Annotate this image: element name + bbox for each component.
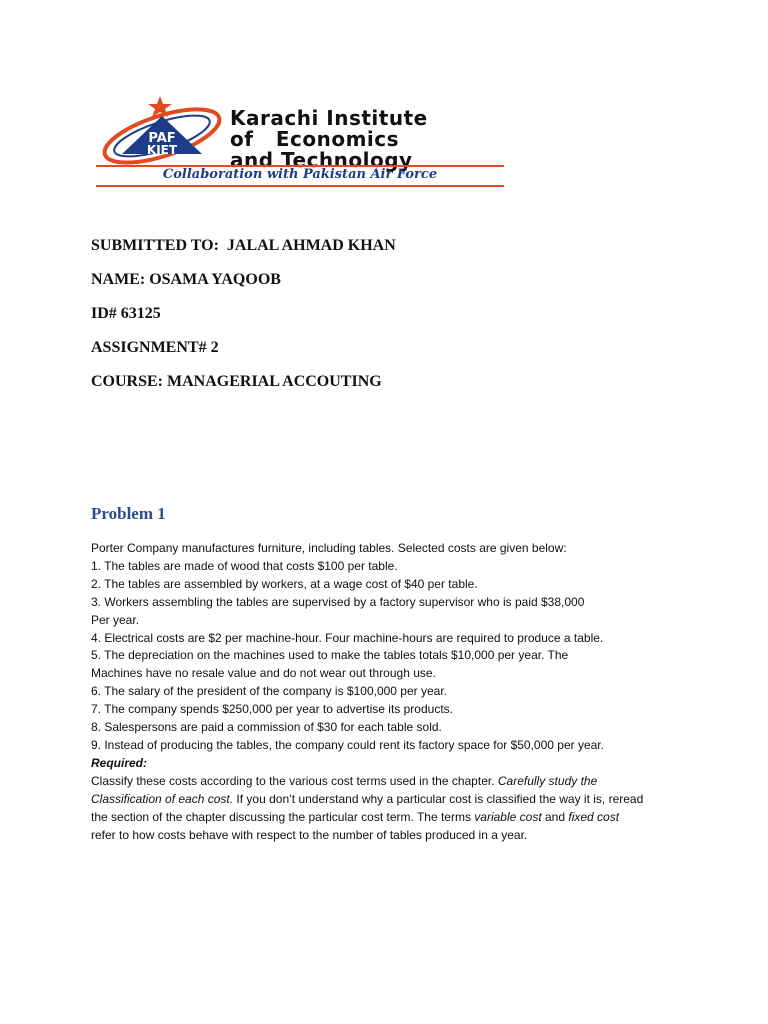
- assignment-number: ASSIGNMENT# 2: [91, 339, 219, 356]
- logo-wordmark: [230, 108, 520, 171]
- required-text-part: and: [541, 809, 569, 824]
- list-item: 7. The company spends $250,000 per year to advertise its products.: [91, 702, 453, 717]
- list-item: 6. The salary of the president of the company is $100,000 per year.: [91, 684, 447, 699]
- emblem-text-bottom: KIET: [146, 143, 178, 157]
- required-text-part: If you don’t understand why a particular cost is classified the way it is, reread: [233, 791, 644, 806]
- required-text-italic: variable cost: [474, 809, 542, 824]
- list-item: 4. Electrical costs are $2 per machine-hour. Four machine-hours are required to produce a table.: [91, 630, 604, 645]
- list-item: 1. The tables are made of wood that costs $100 per table.: [91, 558, 398, 573]
- required-text-italic: Carefully study the: [497, 773, 598, 788]
- list-item: 8. Salespersons are paid a commission of $30 for each table sold.: [91, 720, 442, 735]
- logo-tagline: Collaboration with Pakistan Air Force: [162, 167, 438, 182]
- required-line-3: [91, 809, 691, 827]
- problem-title: Problem 1: [91, 504, 166, 523]
- student-name: NAME: OSAMA YAQOOB: [91, 271, 281, 288]
- list-item: 9. Instead of producing the tables, the company could rent its factory space for $50,000 per year.: [91, 737, 604, 752]
- list-item: 3. Workers assembling the tables are supervised by a factory supervisor who is paid $38,000: [91, 594, 585, 609]
- list-item: 5. The depreciation on the machines used to make the tables totals $10,000 per year. The: [91, 648, 569, 663]
- problem-intro: Porter Company manufactures furniture, including tables. Selected costs are given below:: [91, 541, 567, 555]
- required-text-part: the section of the chapter discussing the particular cost term. The terms: [91, 809, 475, 824]
- required-text-italic: Classification of each cost.: [91, 791, 234, 806]
- logo-line-3: and Technology: [230, 148, 413, 172]
- student-id: ID# 63125: [91, 305, 161, 322]
- problem-body: [91, 540, 691, 844]
- required-label: Required:: [91, 755, 148, 770]
- list-item: Machines have no resale value and do not wear out through use.: [91, 666, 436, 681]
- list-item: 2. The tables are assembled by workers, at a wage cost of $40 per table.: [91, 576, 478, 591]
- required-line-2: [91, 791, 691, 809]
- emblem-text-top: PAF: [148, 131, 176, 146]
- submitted-to: SUBMITTED TO: JALAL AHMAD KHAN: [91, 237, 396, 254]
- list-item: Per year.: [91, 612, 140, 627]
- required-line-1: [91, 773, 691, 791]
- course-name: COURSE: MANAGERIAL ACCOUTING: [91, 373, 382, 390]
- logo-line-2: of Economics: [230, 127, 400, 151]
- required-line-4: refer to how costs behave with respect to the number of tables produced in a year.: [91, 827, 528, 842]
- logo-line-1: Karachi Institute: [230, 106, 428, 130]
- submission-header: [91, 236, 396, 406]
- required-text-part: Classify these costs according to the various cost terms used in the chapter.: [91, 773, 498, 788]
- required-text-italic: fixed cost: [568, 809, 620, 824]
